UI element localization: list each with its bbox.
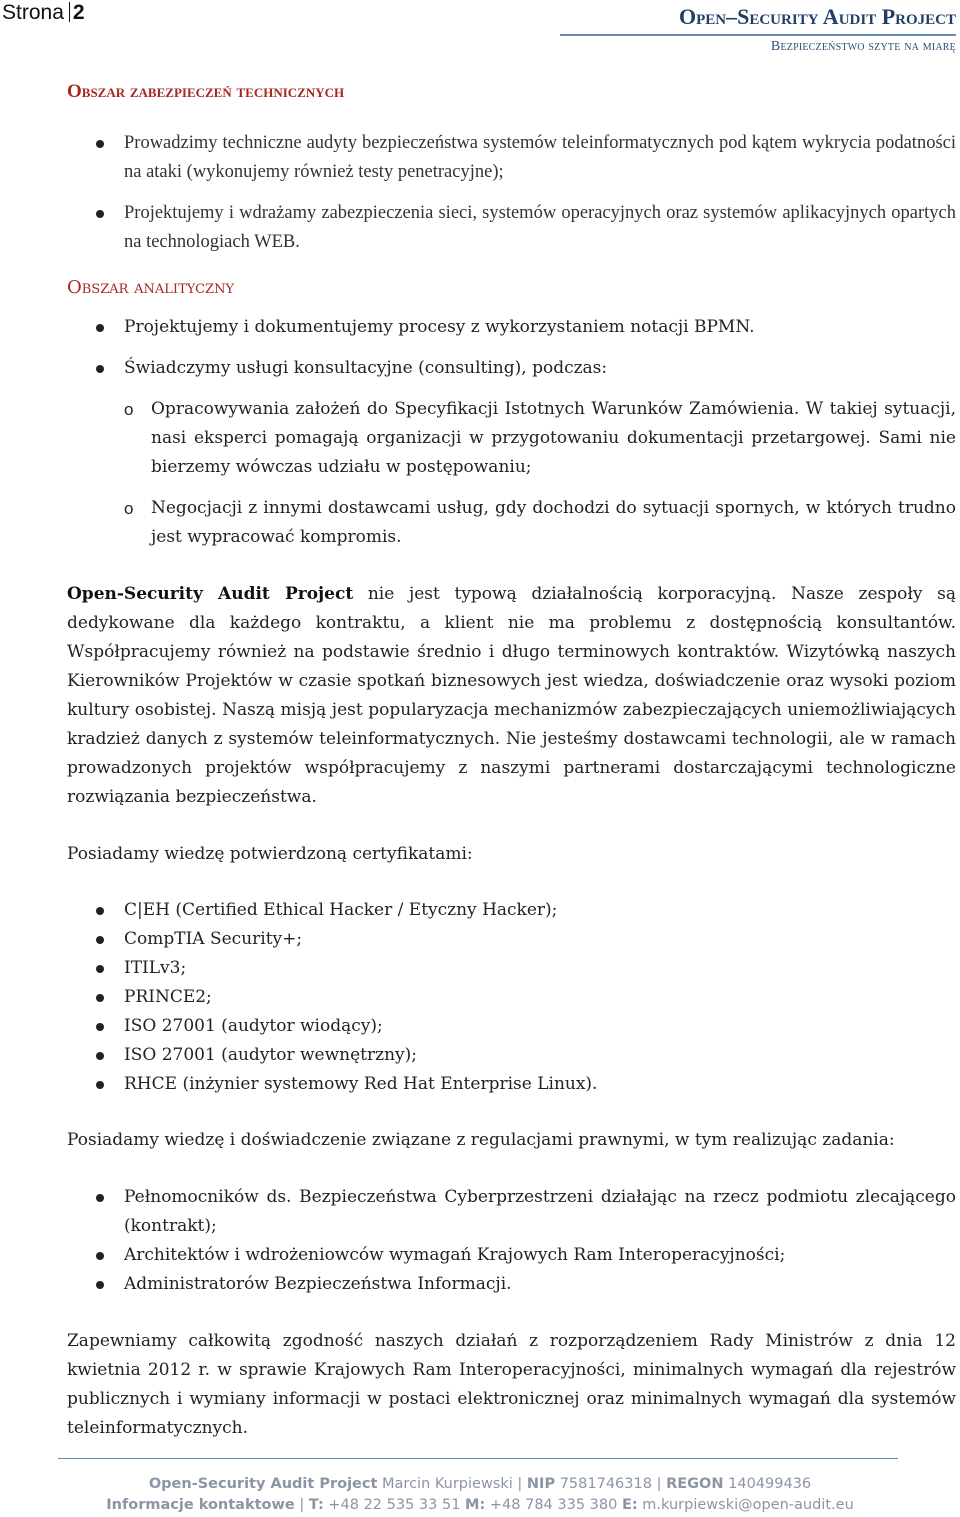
- bullet-icon: [96, 907, 104, 915]
- page-label-text: Strona: [2, 1, 64, 24]
- section-heading-analytical: Obszar analityczny: [67, 277, 235, 298]
- footer-contact-line: Informacje kontaktowe | T: +48 22 535 33 51 M: +48 784 335 380 E: m.kurpiewski@open-audit.eu: [106, 1497, 854, 1513]
- header-brand: [560, 4, 956, 58]
- footer-nip: 7581746318: [559, 1476, 652, 1492]
- footer-regon: 140499436: [728, 1476, 812, 1492]
- compliance-paragraph: Zapewniamy całkowitą zgodność naszych działań z rozporządzeniem Rady Ministrów z dnia 12 kwietnia 2012 r. w sprawie Krajowych Ram Interoperacyjności, minimalnych wymagań dla rejestrów publicznych i wymiany informacji w postaci elektronicznej oraz minimalnych wymagań dla systemów teleinformatycznych.: [67, 1331, 956, 1438]
- footer-nip-label: NIP: [526, 1476, 556, 1492]
- page-label-divider: [69, 2, 70, 22]
- list-item: ISO 27001 (audytor wewnętrzny);: [124, 1045, 417, 1065]
- list-item: Pełnomocników ds. Bezpieczeństwa Cyberprzestrzeni działając na rzecz podmiotu zlecającego (kontrakt);: [124, 1187, 956, 1236]
- list-item: Projektujemy i dokumentujemy procesy z wykorzystaniem notacji BPMN.: [124, 317, 755, 337]
- footer-owner: Marcin Kurpiewski: [382, 1476, 513, 1492]
- bullet-icon: [96, 324, 104, 332]
- bullet-icon: [96, 1052, 104, 1060]
- bullet-icon: [96, 994, 104, 1002]
- company-name: Open-Security Audit Project: [67, 584, 354, 604]
- list-item: Administratorów Bezpieczeństwa Informacji.: [124, 1274, 512, 1294]
- list-item: Architektów i wdrożeniowców wymagań Krajowych Ram Interoperacyjności;: [124, 1245, 786, 1265]
- bullet-icon: [96, 1081, 104, 1089]
- sublist-item: Negocjacji z innymi dostawcami usług, gdy dochodzi do sytuacji spornych, w których trudno jest wypracować kompromis.: [151, 498, 956, 547]
- list-item: C|EH (Certified Ethical Hacker / Etyczny Hacker);: [124, 900, 558, 920]
- bullet-icon: [96, 965, 104, 973]
- footer-company-line: Open-Security Audit Project Marcin Kurpiewski | NIP 7581746318 | REGON 140499436: [148, 1476, 812, 1492]
- about-text: nie jest typową działalnością korporacyjną. Nasze zespoły są dedykowane dla każdego kontraktu, a klient nie ma problemu z dostępnością konsultantów. Współpracujemy również na podstawie średnio i długo terminowych kontraktów. Wizytówką naszych Kierowników Projektów w czasie spotkań biznesowych jest wiedza, doświadczenie oraz wysoki poziom kultury osobistej. Naszą misją jest popularyzacja mechanizmów zabezpieczających uniemożliwiających kradzież danych z systemów teleinformatycznych. Nie jesteśmy dostawcami technologii, ale w ramach prowadzonych projektów współpracujemy z naszymi partnerami dostarczającymi technologiczne rozwiązania bezpieczeństwa.: [67, 584, 956, 807]
- brand-title: Open–Security Audit Project: [679, 4, 956, 29]
- footer-divider: [58, 1458, 898, 1459]
- footer-regon-label: REGON: [666, 1476, 724, 1492]
- footer-mobile: +48 784 335 380: [489, 1497, 618, 1513]
- footer-email[interactable]: m.kurpiewski@open-audit.eu: [642, 1497, 854, 1513]
- footer-mobile-label: M:: [465, 1497, 486, 1513]
- list-item: PRINCE2;: [124, 987, 212, 1007]
- about-paragraph: [67, 580, 956, 812]
- bullet-icon: [96, 140, 104, 148]
- sublist-item: Opracowywania założeń do Specyfikacji Istotnych Warunków Zamówienia. W takiej sytuacji, nasi eksperci pomagają organizacji w przygotowaniu dokumentacji przetargowej. Sami nie bierzemy wówczas udziału w postępowaniu;: [151, 399, 956, 477]
- sublist-marker: o: [124, 400, 134, 419]
- regulations-intro: Posiadamy wiedzę i doświadczenie związane z regulacjami prawnymi, w tym realizując zadania:: [67, 1130, 895, 1150]
- bullet-icon: [96, 1023, 104, 1031]
- bullet-icon: [96, 365, 104, 373]
- footer-contact-label: Informacje kontaktowe: [106, 1497, 295, 1513]
- list-item: ISO 27001 (audytor wiodący);: [124, 1016, 383, 1036]
- page-number-label: [2, 0, 85, 26]
- section-heading-technical: Obszar zabezpieczeń technicznych: [67, 81, 345, 102]
- certificates-intro: Posiadamy wiedzę potwierdzoną certyfikatami:: [67, 844, 473, 864]
- list-item: CompTIA Security+;: [124, 929, 303, 949]
- footer-phone-label: T:: [308, 1497, 324, 1513]
- brand-tagline: Bezpieczeństwo szyte na miarę: [770, 39, 956, 54]
- bullet-icon: [96, 936, 104, 944]
- list-item: Prowadzimy techniczne audyty bezpieczeństwa systemów teleinformatycznych pod kątem wykrycia podatności na ataki (wykonujemy również testy penetracyjne);: [124, 133, 956, 182]
- bullet-icon: [96, 210, 104, 218]
- footer-company: Open-Security Audit Project: [148, 1476, 378, 1492]
- list-item: ITILv3;: [124, 958, 187, 978]
- sublist-marker: o: [124, 499, 134, 518]
- footer-phone: +48 22 535 33 51: [328, 1497, 461, 1513]
- page-number: 2: [72, 1, 85, 24]
- bullet-icon: [96, 1194, 104, 1202]
- list-item: RHCE (inżynier systemowy Red Hat Enterprise Linux).: [124, 1074, 598, 1094]
- footer-email-label: E:: [621, 1497, 638, 1513]
- bullet-icon: [96, 1281, 104, 1289]
- list-item: Świadczymy usługi konsultacyjne (consulting), podczas:: [124, 358, 608, 378]
- list-item: Projektujemy i wdrażamy zabezpieczenia sieci, systemów operacyjnych oraz systemów aplikacyjnych opartych na technologiach WEB.: [124, 203, 956, 252]
- bullet-icon: [96, 1252, 104, 1260]
